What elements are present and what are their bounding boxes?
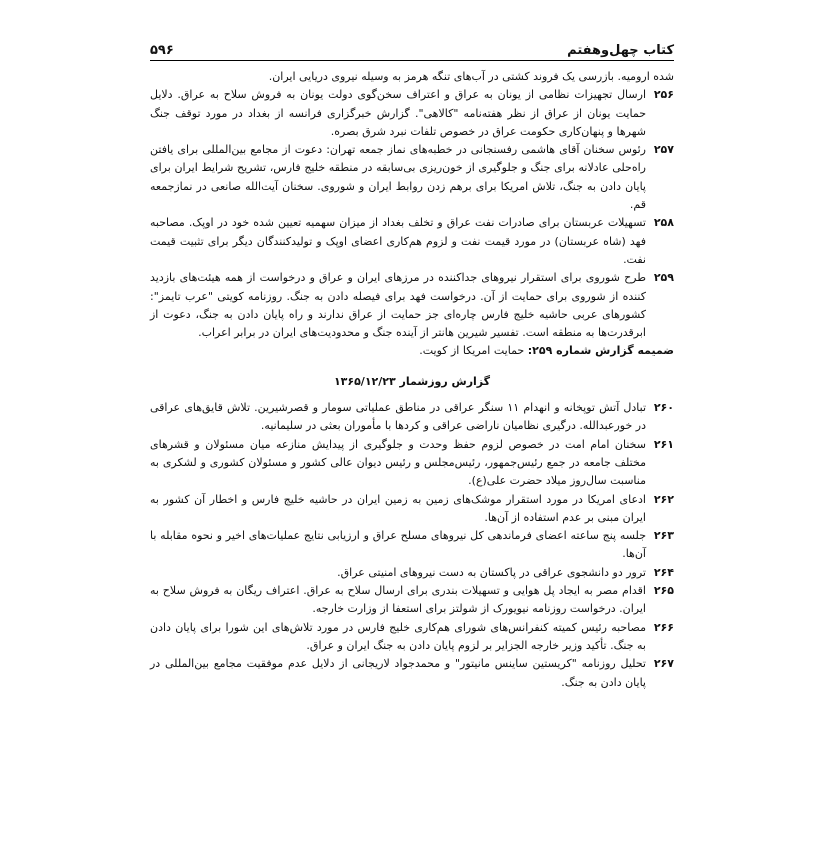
section-title: گزارش روزشمار ۱۳۶۵/۱۲/۲۳ [333,374,491,388]
report-entry [150,86,674,141]
report-entry [150,655,674,692]
report-entry [150,141,674,214]
entry-number: ۲۵۹ [653,271,674,285]
report-entry [150,399,674,436]
entry-number: ۲۶۷ [653,657,674,671]
book-title: کتاب چهل‌وهفتم [567,43,674,58]
report-entry [150,214,674,269]
entry-text: تبادل آتش توپخانه و انهدام ۱۱ سنگر عراقی در مناطق عملیاتی سومار و قصرشیرین. تلاش قایق‌های عراقی در خورعبدالله. درگیری نظامیان ناراضی عراقی و کردها با مأموران بعثی در سلیمانیه. [150,401,647,433]
entry-number: ۲۶۱ [653,437,674,451]
page-body [150,68,674,692]
annex-note [150,342,674,360]
entry-number: ۲۶۲ [653,492,674,506]
entry-number: ۲۵۶ [653,88,674,102]
entry-text: تحلیل روزنامه "کریستین ساینس مانیتور" و محمدجواد لاریجانی از دلایل عدم موفقیت مجامع بین‌المللی در پایان دادن به جنگ. [150,657,646,689]
entry-text: ادعای امریکا در مورد استقرار موشک‌های زمین به زمین ایران در حاشیه خلیج فارس و اخطار آن کشور به ایران مبنی بر عدم استفاده از آن‌ها. [150,492,646,524]
entry-number: ۲۵۸ [653,216,674,230]
entry-number: ۲۶۴ [653,565,674,579]
entry-text: رئوس سخنان آقای هاشمی رفسنجانی در خطبه‌های نماز جمعه تهران: دعوت از مجامع بین‌المللی برای یافتن راه‌حلی عادلانه برای جنگ و جلوگیری از خون‌ریزی بی‌سابقه در منطقه خلیج فارس، تشریح شرایط ایران برای پایان دادن به جنگ، تلاش امریکا برای برهم زدن روابط ایران و شوروی. سخنان آیت‌الله صانعی در نمازجمعه قم. [150,143,646,212]
continued-paragraph: شده ارومیه. بازرسی یک فروند کشتی در آب‌های تنگه هرمز به وسیله نیروی دریایی ایران. [268,70,674,83]
entry-text: اقدام مصر به ایجاد پل هوایی و تسهیلات بندری برای ارسال سلاح به عراق. اعتراف ریگان به فروش سلاح به ایران. درخواست روزنامه نیویورک از شولتز برای استعفا از وزارت خارجه. [150,584,646,616]
report-entry [150,269,674,342]
entry-number: ۲۵۷ [653,143,674,157]
report-entry [150,582,674,619]
entry-number: ۲۶۳ [653,529,674,543]
entry-number: ۲۶۰ [653,401,674,415]
report-entry [150,564,674,582]
entry-text: ارسال تجهیزات نظامی از یونان به عراق و اعتراف سخن‌گوی دولت یونان به فروش سلاح به عراق. دلایل حمایت یونان از عراق از نظر هفته‌نامه "کالاهی". گزارش خبرگزاری فرانسه از بغداد در مورد توقف جنگ شهرها و پنهان‌کاری حکومت عراق در خصوص تلفات نبرد شرق بصره. [150,88,646,138]
entry-number: ۲۶۵ [653,584,674,598]
entry-text: مصاحبه رئیس کمیته کنفرانس‌های شورای هم‌کاری خلیج فارس در مورد تلاش‌های این شورا برای پایان دادن به جنگ. تأکید وزیر خارجه الجزایر بر لزوم پایان دادن به جنگ ایران و عراق. [150,620,646,652]
entry-text: ترور دو دانشجوی عراقی در پاکستان به دست نیروهای امنیتی عراق. [337,565,646,579]
annex-label: ضمیمه گزارش شماره ۲۵۹: [527,344,674,358]
report-entry [150,491,674,528]
entry-text: تسهیلات عربستان برای صادرات نفت عراق و تخلف بغداد از میزان سهمیه تعیین شده خود در اوپک. مصاحبه فهد (شاه عربستان) در مورد قیمت نفت و لزوم هم‌کاری اعضای اوپک و تولیدکنندگان دیگر برای تثبیت قیمت نفت. [150,216,646,266]
report-entry [150,619,674,656]
annex-text: حمایت امریکا از کویت. [419,344,528,358]
report-entry [150,436,674,491]
page-number: ۵۹۶ [150,43,174,58]
entry-number: ۲۶۶ [653,620,674,634]
report-entry [150,527,674,564]
entry-text: سخنان امام امت در خصوص لزوم حفظ وحدت و جلوگیری از پیدایش منازعه میان مسئولان و قشرهای مختلف جامعه در جمع رئیس‌جمهور، رئیس‌مجلس و رئیس دیوان عالی کشور و مسئولان کشوری و لشکری به مناسبت سال‌روز میلاد حضرت علی(ع). [150,437,646,488]
page-header [150,38,674,58]
header-rule [150,60,674,61]
entry-text: طرح شوروی برای استقرار نیروهای جداکننده در مرزهای ایران و عراق و درخواست از همه هیئت‌های بازدید کننده از شوروی برای حمایت از آن. درخواست فهد برای فیصله دادن به جنگ. روزنامه کویتی "عرب تایمز": کشورهای عربی حاشیه خلیج فارس چاره‌ای جز حمایت از عراق ندارند و راه پایان دادن به جنگ، دعوت از ابرقدرت‌ها به منطقه است. تفسیر شیرین هانتر از آینده جنگ و محدودیت‌های ایران در برابر اعراب. [150,271,646,340]
entry-text: جلسه پنج ساعته اعضای فرماندهی کل نیروهای مسلح عراق و ارزیابی نتایج عملیات‌های اخیر و نحوه مقابله با آن‌ها. [150,529,646,561]
